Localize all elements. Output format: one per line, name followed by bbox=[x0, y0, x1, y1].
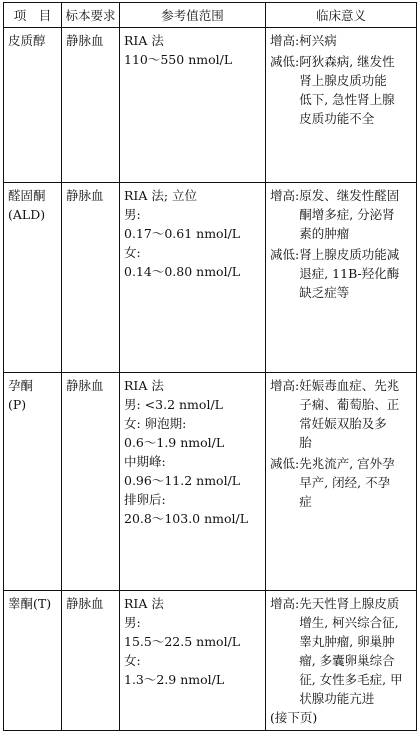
significance-cell bbox=[266, 373, 417, 591]
reference-line: RIA 法 bbox=[124, 596, 164, 611]
significance-entry bbox=[270, 245, 412, 302]
table-row bbox=[4, 183, 417, 373]
header-item: 项 目 bbox=[4, 3, 62, 28]
table-row bbox=[4, 28, 417, 183]
reference-line: 女: 卵泡期: bbox=[124, 416, 187, 431]
reference-line: RIA 法 bbox=[124, 378, 164, 393]
significance-text bbox=[299, 594, 412, 708]
significance-line: 睾丸肿瘤, 卵巢肿 bbox=[299, 634, 395, 649]
specimen-text: 静脉血 bbox=[66, 596, 104, 611]
significance-entry bbox=[270, 454, 412, 511]
reference-line: RIA 法; 立位 bbox=[124, 188, 198, 203]
item-cell bbox=[4, 28, 62, 183]
significance-text bbox=[299, 186, 412, 243]
significance-entry bbox=[270, 376, 412, 452]
specimen-cell bbox=[62, 373, 120, 591]
reference-cell bbox=[120, 28, 266, 183]
significance-line: 肾上腺皮质功能 bbox=[299, 73, 387, 88]
specimen-text: 静脉血 bbox=[66, 378, 104, 393]
significance-line: 低下, 急性肾上腺 bbox=[299, 92, 395, 107]
reference-line: 男: bbox=[124, 615, 141, 630]
item-cell bbox=[4, 373, 62, 591]
significance-line: 先兆流产, 宫外孕 bbox=[299, 456, 395, 471]
reference-line: 女: bbox=[124, 653, 141, 668]
header-reference: 参考值范围 bbox=[120, 3, 266, 28]
item-name: (P) bbox=[8, 397, 27, 412]
significance-line: 缺乏症等 bbox=[299, 285, 350, 300]
reference-line: 110～550 nmol/L bbox=[124, 52, 233, 67]
item-name: 醛固酮 bbox=[8, 188, 46, 203]
reference-cell bbox=[120, 373, 266, 591]
reference-line: 20.8～103.0 nmol/L bbox=[124, 511, 249, 526]
header-significance: 临床意义 bbox=[266, 3, 417, 28]
table-row bbox=[4, 373, 417, 591]
significance-line: 原发、继发性醛固 bbox=[299, 188, 400, 203]
reference-line: 0.14～0.80 nmol/L bbox=[124, 264, 241, 279]
significance-text bbox=[299, 245, 412, 302]
significance-entry bbox=[270, 186, 412, 243]
significance-line: 阿狄森病, 继发性 bbox=[299, 54, 395, 69]
specimen-cell bbox=[62, 183, 120, 373]
significance-line: 皮质功能不全 bbox=[299, 111, 375, 126]
significance-cell bbox=[266, 591, 417, 731]
reference-line: 0.96～11.2 nmol/L bbox=[124, 473, 241, 488]
reference-line: 1.3～2.9 nmol/L bbox=[124, 672, 225, 687]
header-specimen: 标本要求 bbox=[62, 3, 120, 28]
significance-text bbox=[299, 31, 412, 50]
significance-line: 肾上腺皮质功能减 bbox=[299, 247, 400, 262]
significance-line: 症 bbox=[299, 494, 312, 509]
significance-line: 子痫、葡萄胎、正 bbox=[299, 397, 400, 412]
significance-line: 素的肿瘤 bbox=[299, 226, 350, 241]
reference-line: 中期峰: bbox=[124, 454, 166, 469]
item-cell bbox=[4, 183, 62, 373]
reference-line: 男: bbox=[124, 207, 141, 222]
significance-line: 退症, 11B-羟化酶 bbox=[299, 266, 400, 281]
significance-entry bbox=[270, 31, 412, 50]
continued-note: (接下页) bbox=[270, 710, 318, 725]
item-name: 孕酮 bbox=[8, 378, 34, 393]
significance-line: 增生, 柯兴综合征, bbox=[299, 615, 399, 630]
table-body bbox=[4, 28, 417, 731]
item-name: 睾酮(T) bbox=[8, 596, 52, 611]
significance-line: 常妊娠双胎及多 bbox=[299, 416, 387, 431]
specimen-text: 静脉血 bbox=[66, 33, 104, 48]
reference-cell bbox=[120, 183, 266, 373]
reference-line: 0.6～1.9 nmol/L bbox=[124, 435, 225, 450]
significance-cell bbox=[266, 183, 417, 373]
significance-line: 先天性肾上腺皮质 bbox=[299, 596, 400, 611]
significance-label: 增高: bbox=[270, 188, 300, 203]
specimen-cell bbox=[62, 591, 120, 731]
significance-cell bbox=[266, 28, 417, 183]
reference-line: 0.17～0.61 nmol/L bbox=[124, 226, 241, 241]
significance-line: 状腺功能亢进 bbox=[299, 691, 375, 706]
specimen-cell bbox=[62, 28, 120, 183]
item-name: (ALD) bbox=[8, 207, 46, 222]
significance-line: 柯兴病 bbox=[299, 33, 337, 48]
significance-label: 增高: bbox=[270, 378, 300, 393]
item-name: 皮质醇 bbox=[8, 33, 46, 48]
reference-line: 排卵后: bbox=[124, 492, 166, 507]
significance-entry bbox=[270, 52, 412, 128]
significance-label: 增高: bbox=[270, 33, 300, 48]
significance-text bbox=[299, 376, 412, 452]
significance-line: 早产, 闭经, 不孕 bbox=[299, 475, 391, 490]
significance-line: 征, 女性多毛症, 甲 bbox=[299, 672, 403, 687]
reference-line: RIA 法 bbox=[124, 33, 164, 48]
reference-table bbox=[3, 2, 417, 731]
specimen-text: 静脉血 bbox=[66, 188, 104, 203]
significance-line: 胎 bbox=[299, 435, 312, 450]
reference-cell bbox=[120, 591, 266, 731]
significance-text bbox=[299, 454, 412, 511]
significance-text bbox=[299, 52, 412, 128]
item-cell bbox=[4, 591, 62, 731]
significance-label: 增高: bbox=[270, 596, 300, 611]
significance-line: 酮增多症, 分泌肾 bbox=[299, 207, 395, 222]
table-row bbox=[4, 591, 417, 731]
significance-line: 瘤, 多囊卵巢综合 bbox=[299, 653, 395, 668]
significance-label: 减低: bbox=[270, 54, 300, 69]
reference-line: 女: bbox=[124, 245, 141, 260]
header-row bbox=[4, 3, 417, 28]
significance-line: 妊娠毒血症、先兆 bbox=[299, 378, 400, 393]
significance-label: 减低: bbox=[270, 456, 300, 471]
reference-line: 15.5～22.5 nmol/L bbox=[124, 634, 241, 649]
significance-label: 减低: bbox=[270, 247, 300, 262]
reference-line: 男: <3.2 nmol/L bbox=[124, 397, 223, 412]
significance-entry bbox=[270, 594, 412, 708]
